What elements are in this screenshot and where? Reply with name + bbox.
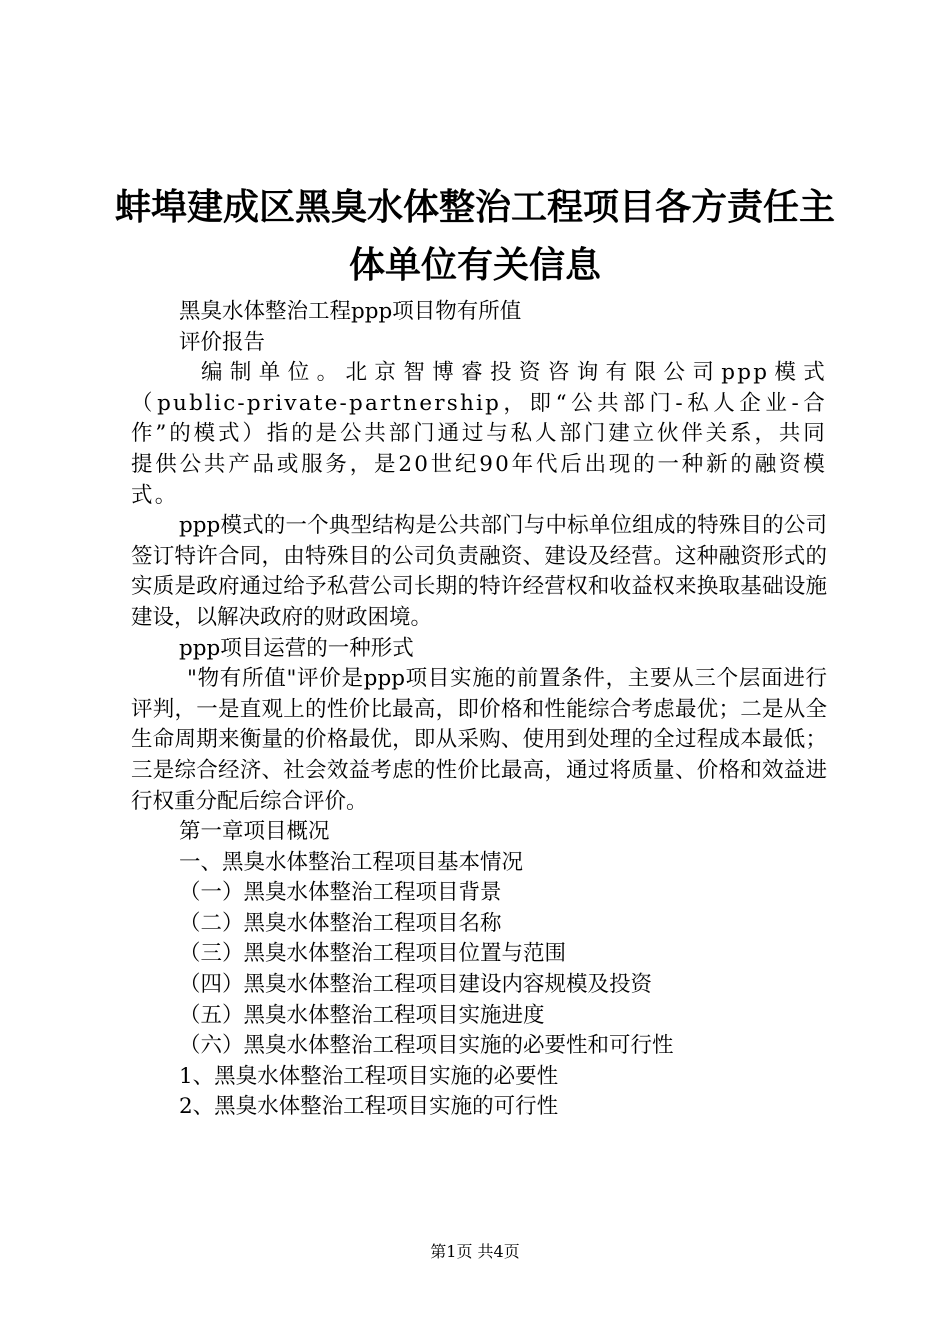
paragraph: 评价报告 xyxy=(179,329,266,355)
list-item: （五）黑臭水体整治工程项目实施进度 xyxy=(179,1002,545,1028)
list-item: （三）黑臭水体整治工程项目位置与范围 xyxy=(179,941,567,967)
document-title-line-2: 体单位有关信息 xyxy=(348,245,601,286)
list-item: （四）黑臭水体整治工程项目建设内容规模及投资 xyxy=(179,972,653,998)
list-item: 1、黑臭水体整治工程项目实施的必要性 xyxy=(179,1063,559,1089)
section-heading: 第一章项目概况 xyxy=(179,819,330,845)
list-item: （二）黑臭水体整治工程项目名称 xyxy=(179,910,502,936)
paragraph: 编制单位。北京智博睿投资咨询有限公司ppp模式（public-private-partnership，即“公共部门-私人企业-合作”的模式）指的是公共部门通过与私人部门建立伙伴关系，共同提供公共产品或服务，是20世纪90年代后出现的一种新的融资模式。 xyxy=(131,360,827,508)
document-body xyxy=(131,297,827,1123)
list-item: （六）黑臭水体整治工程项目实施的必要性和可行性 xyxy=(179,1033,674,1059)
paragraph: ppp模式的一个典型结构是公共部门与中标单位组成的特殊目的公司签订特许合同，由特殊目的公司负责融资、建设及经营。这种融资形式的实质是政府通过给予私营公司长期的特许经营权和收益权来换取基础设施建设，以解决政府的财政困境。 xyxy=(131,513,827,630)
paragraph: "物有所值"评价是ppp项目实施的前置条件，主要从三个层面进行评判，一是直观上的性价比最高，即价格和性能综合考虑最优；二是从全生命周期来衡量的价格最优，即从采购、使用到处理的全过程成本最低；三是综合经济、社会效益考虑的性价比最高，通过将质量、价格和效益进行权重分配后综合评价。 xyxy=(131,666,827,814)
paragraph: 黑臭水体整治工程ppp项目物有所值 xyxy=(179,299,522,324)
section-heading: 一、黑臭水体整治工程项目基本情况 xyxy=(179,849,524,875)
document-title-line-1: 蚌埠建成区黑臭水体整治工程项目各方责任主 xyxy=(114,187,835,228)
list-item: （一）黑臭水体整治工程项目背景 xyxy=(179,880,502,906)
paragraph: ppp项目运营的一种形式 xyxy=(179,635,414,661)
list-item: 2、黑臭水体整治工程项目实施的可行性 xyxy=(179,1094,559,1120)
page-number: 第1页 共4页 xyxy=(430,1242,520,1261)
